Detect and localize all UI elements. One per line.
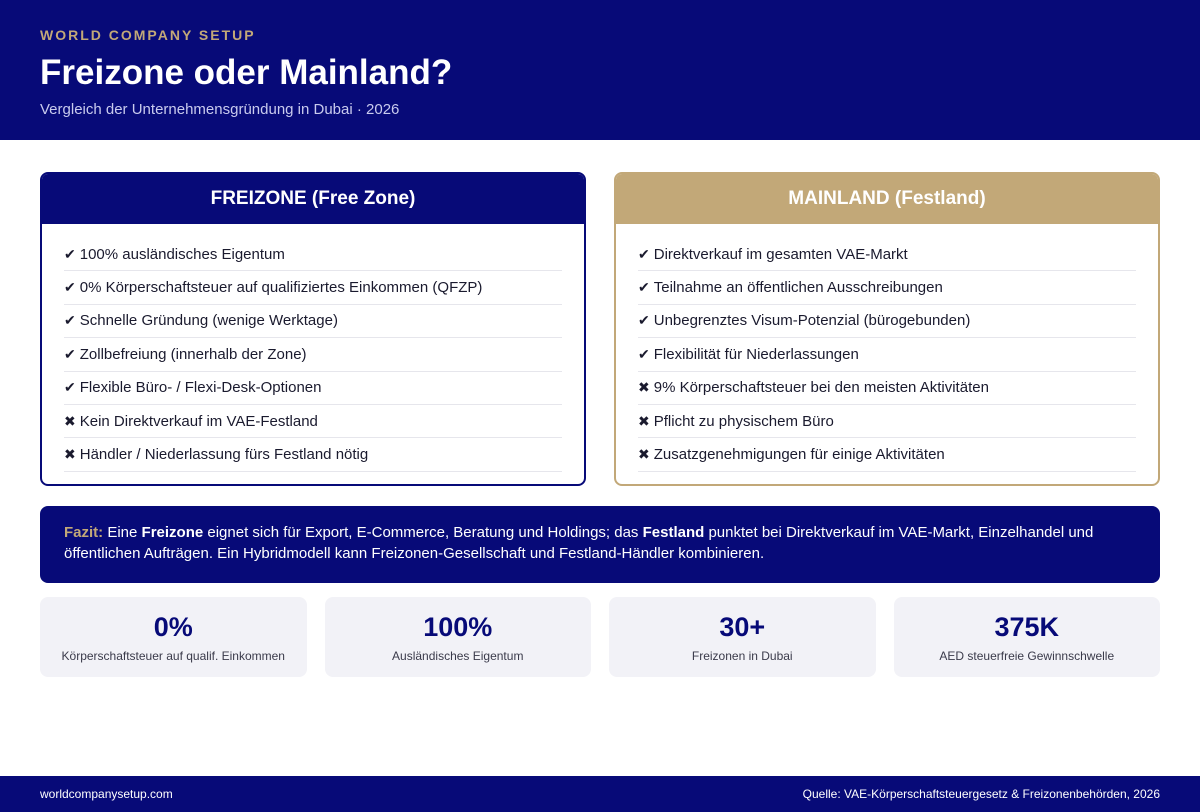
fazit-text: punktet bei Direktverkauf im VAE-Markt, Einzelhandel und öffentlichen Aufträgen. Ein Hybridmodell kann Freizonen-Gesellschaft und Festland-Händler kombinieren. xyxy=(64,524,1094,562)
list-item-text: 100% ausländisches Eigentum xyxy=(79,245,285,263)
list-item xyxy=(64,271,562,304)
list-item xyxy=(638,372,1136,405)
list-item-text: 0% Körperschaftsteuer auf qualifiziertes Einkommen (QFZP) xyxy=(79,279,483,297)
check-icon: ✔ xyxy=(64,279,76,296)
list-item xyxy=(64,372,562,405)
fazit-bold-festland: Festland xyxy=(642,524,705,541)
check-icon: ✔ xyxy=(638,312,650,329)
check-icon: ✔ xyxy=(64,245,76,262)
check-icon: ✔ xyxy=(64,345,76,362)
stat-value: 30+ xyxy=(719,612,766,642)
check-icon: ✔ xyxy=(64,379,76,396)
mainland-card-title: MAINLAND (Festland) xyxy=(616,174,1158,224)
freizone-list xyxy=(42,224,584,472)
list-item-text: Kein Direktverkauf im VAE-Festland xyxy=(79,412,318,430)
list-item-text: Teilnahme an öffentlichen Ausschreibungen xyxy=(653,279,943,297)
list-item-text: Flexibilität für Niederlassungen xyxy=(653,345,859,363)
check-icon: ✔ xyxy=(638,345,650,362)
list-item xyxy=(64,405,562,438)
fazit-box xyxy=(40,506,1160,583)
list-item xyxy=(64,238,562,271)
stat-card xyxy=(325,597,592,677)
stat-label: Ausländisches Eigentum xyxy=(392,649,524,663)
page-subtitle: Vergleich der Unternehmensgründung in Dubai · 2026 xyxy=(40,101,400,118)
list-item xyxy=(638,271,1136,304)
stat-value: 0% xyxy=(153,612,193,642)
cross-icon: ✖ xyxy=(638,446,650,463)
stat-card xyxy=(609,597,876,677)
brand-label: WORLD COMPANY SETUP xyxy=(40,27,256,43)
header xyxy=(0,0,1200,140)
list-item xyxy=(638,438,1136,471)
list-item xyxy=(64,305,562,338)
stat-value: 375K xyxy=(994,612,1060,642)
footer-source: Quelle: VAE-Körperschaftsteuergesetz & Freizonenbehörden, 2026 xyxy=(802,787,1160,801)
list-item xyxy=(638,338,1136,371)
freizone-card xyxy=(40,172,586,486)
list-item-text: Unbegrenztes Visum-Potenzial (bürogebunden) xyxy=(653,312,971,330)
fazit-label: Fazit: xyxy=(64,524,104,541)
mainland-list xyxy=(616,224,1158,472)
footer xyxy=(0,776,1200,812)
list-item xyxy=(638,238,1136,271)
stat-label: Körperschaftsteuer auf qualif. Einkommen xyxy=(61,649,285,663)
cross-icon: ✖ xyxy=(64,446,76,463)
comparison-cards xyxy=(40,172,1160,486)
stat-label: Freizonen in Dubai xyxy=(691,649,793,663)
page-title: Freizone oder Mainland? xyxy=(40,53,453,92)
list-item xyxy=(638,405,1136,438)
list-item xyxy=(64,338,562,371)
check-icon: ✔ xyxy=(638,279,650,296)
fazit-text: eignet sich für Export, E-Commerce, Beratung und Holdings; das xyxy=(203,524,643,541)
list-item-text: Schnelle Gründung (wenige Werktage) xyxy=(79,312,338,330)
list-item-text: 9% Körperschaftsteuer bei den meisten Aktivitäten xyxy=(653,379,989,397)
stats-row xyxy=(40,597,1160,677)
fazit-text: Eine xyxy=(103,524,142,541)
list-item-text: Händler / Niederlassung fürs Festland nötig xyxy=(79,446,369,464)
freizone-card-title: FREIZONE (Free Zone) xyxy=(42,174,584,224)
list-item-text: Pflicht zu physischem Büro xyxy=(653,412,834,430)
cross-icon: ✖ xyxy=(638,412,650,429)
list-item-text: Flexible Büro- / Flexi-Desk-Optionen xyxy=(79,379,322,397)
check-icon: ✔ xyxy=(638,245,650,262)
list-item xyxy=(638,305,1136,338)
cross-icon: ✖ xyxy=(638,379,650,396)
stat-card xyxy=(40,597,307,677)
list-item-text: Direktverkauf im gesamten VAE-Markt xyxy=(653,245,908,263)
list-item-text: Zusatzgenehmigungen für einige Aktivitäten xyxy=(653,446,945,464)
stat-label: AED steuerfreie Gewinnschwelle xyxy=(939,649,1115,663)
stat-value: 100% xyxy=(423,612,493,642)
list-item xyxy=(64,438,562,471)
fazit-bold-freizone: Freizone xyxy=(141,524,204,541)
mainland-card xyxy=(614,172,1160,486)
cross-icon: ✖ xyxy=(64,412,76,429)
list-item-text: Zollbefreiung (innerhalb der Zone) xyxy=(79,345,307,363)
footer-site-link[interactable]: worldcompanysetup.com xyxy=(40,787,173,801)
check-icon: ✔ xyxy=(64,312,76,329)
stat-card xyxy=(894,597,1161,677)
